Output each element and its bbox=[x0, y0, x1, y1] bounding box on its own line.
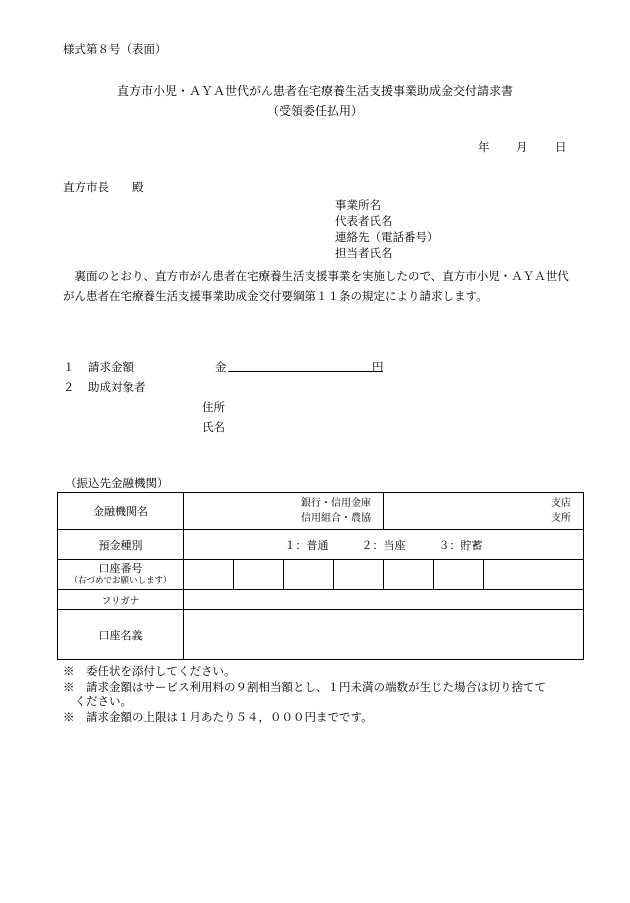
body-text: 裏面のとおり、直方市がん患者在宅療養生活支援事業を実施したので、直方市小児・ＡＹＡ世代がん患者在宅療養生活支援事業助成金交付要綱第１１条の規定により請求します。 bbox=[63, 269, 569, 303]
representative-label: 代表者氏名 bbox=[335, 214, 393, 228]
account-number-label-cell bbox=[58, 560, 184, 590]
item1-label: 請求金額 bbox=[88, 360, 134, 374]
addressee: 直方市長 殿 bbox=[63, 180, 144, 194]
date-year: 年 bbox=[478, 140, 490, 154]
furigana-label: フリガナ bbox=[58, 590, 184, 610]
account-digit-4[interactable] bbox=[334, 560, 384, 590]
amount-prefix: 金 bbox=[215, 360, 227, 374]
account-holder-label: 口座名義 bbox=[58, 610, 184, 660]
bank-table bbox=[57, 492, 584, 660]
account-digit-2[interactable] bbox=[234, 560, 284, 590]
form-number: 様式第８号（表面） bbox=[63, 42, 167, 56]
item2-number: ２ bbox=[63, 380, 75, 394]
bank-section-heading: （振込先金融機関） bbox=[65, 476, 169, 490]
note-1: ※ 委任状を添付してください。 bbox=[63, 664, 236, 678]
furigana-field[interactable] bbox=[184, 590, 584, 610]
person-in-charge-label: 担当者氏名 bbox=[335, 246, 393, 260]
account-digit-5[interactable] bbox=[384, 560, 434, 590]
account-digit-7[interactable] bbox=[484, 560, 584, 590]
branch-type-2: 支所 bbox=[551, 513, 571, 524]
contact-label: 連絡先（電話番号） bbox=[335, 230, 439, 244]
branch-type-1: 支店 bbox=[551, 498, 571, 509]
account-digit-1[interactable] bbox=[184, 560, 234, 590]
institution-label: 金融機関名 bbox=[58, 493, 184, 530]
name-label: 氏名 bbox=[202, 420, 225, 434]
deposit-type-label: 預金種別 bbox=[58, 530, 184, 560]
account-digit-6[interactable] bbox=[434, 560, 484, 590]
date-month: 月 bbox=[516, 140, 528, 154]
office-name-label: 事業所名 bbox=[335, 198, 381, 212]
bank-type-cell[interactable] bbox=[184, 493, 384, 530]
amount-field[interactable] bbox=[228, 357, 383, 372]
deposit-type-options[interactable]: １：普通 ２：当座 ３：貯蓄 bbox=[184, 530, 584, 560]
date-day: 日 bbox=[555, 140, 567, 154]
account-digit-3[interactable] bbox=[284, 560, 334, 590]
item1-number: １ bbox=[63, 360, 75, 374]
note-3: ※ 請求金額の上限は１月あたり５４，０００円までです。 bbox=[63, 710, 373, 724]
amount-suffix: 円 bbox=[372, 360, 384, 374]
bank-type-2: 信用組合・農協 bbox=[301, 513, 371, 524]
form-subtitle: （受領委任払用） bbox=[266, 104, 363, 118]
note-2: ※ 請求金額はサービス利用料の９割相当額とし、１円未満の端数が生じた場合は切り捨てて bbox=[63, 680, 546, 694]
bank-type-1: 銀行・信用金庫 bbox=[301, 498, 371, 509]
note-2-continued: ください。 bbox=[63, 694, 132, 708]
account-number-note: （右づめでお願いします） bbox=[69, 575, 172, 586]
branch-cell[interactable] bbox=[384, 493, 584, 530]
address-label: 住所 bbox=[202, 400, 225, 414]
account-number-label: 口座番号 bbox=[98, 561, 143, 575]
item2-label: 助成対象者 bbox=[88, 380, 146, 394]
account-holder-field[interactable] bbox=[184, 610, 584, 660]
form-title: 直方市小児・ＡＹＡ世代がん患者在宅療養生活支援事業助成金交付請求書 bbox=[116, 84, 513, 98]
